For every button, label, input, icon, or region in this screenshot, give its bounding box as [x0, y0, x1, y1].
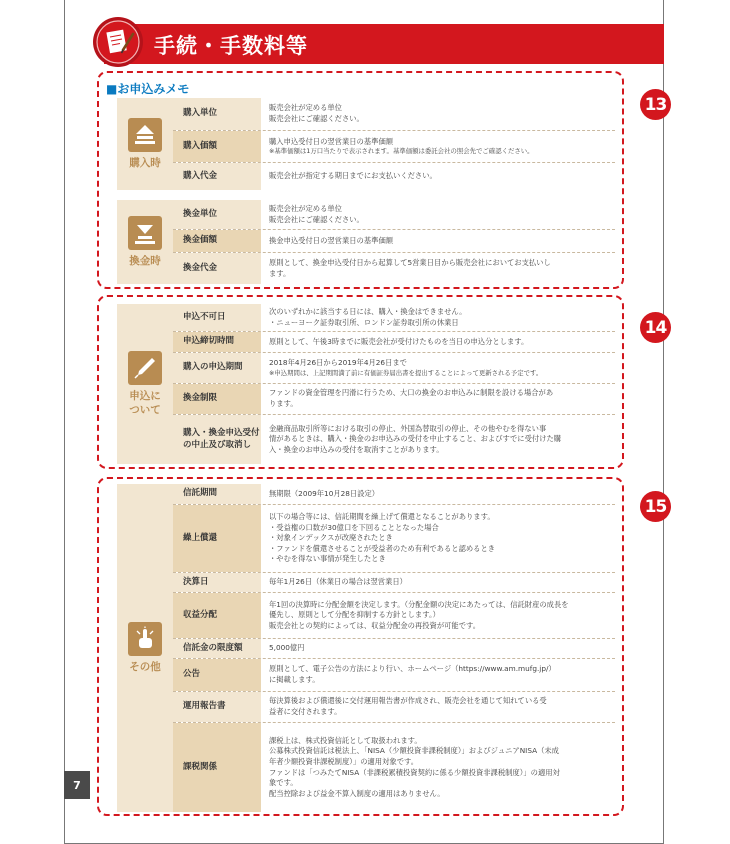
application-table: [117, 304, 615, 464]
value-line: ・対象インデックスが改廃されたとき: [269, 533, 393, 543]
value-line: 以下の場合等には、信託期間を繰上げて償還となることがあります。: [269, 512, 495, 522]
row-label: 購入代金: [173, 163, 261, 190]
value-line: 課税上は、株式投資信託として取扱われます。: [269, 735, 422, 745]
badge-13: 13: [640, 89, 671, 120]
value-line: 販売会社が定める単位: [269, 203, 342, 213]
category-label: 申込に ついて: [129, 390, 161, 416]
value-line: 販売会社が指定する期日までにお支払いください。: [269, 171, 437, 181]
table-row: [173, 484, 615, 505]
pen-icon: [128, 351, 162, 385]
value-line: 購入申込受付日の翌営業日の基準価額: [269, 136, 394, 146]
value-line: 2018年4月26日から2019年4月26日まで: [269, 358, 407, 368]
row-label: 換金代金: [173, 253, 261, 284]
badge-14: 14: [640, 312, 671, 343]
row-value: [261, 505, 615, 572]
value-line: 次のいずれかに該当する日には、購入・換金はできません。: [269, 306, 467, 316]
value-line: 販売会社にご確認ください。: [269, 214, 364, 224]
table-row: [173, 98, 615, 131]
row-value: [261, 253, 615, 284]
row-value: [261, 659, 615, 691]
table-row: [173, 593, 615, 639]
value-line: 毎決算後および償還後に交付運用報告書が作成され、販売会社を通じて知れている受: [269, 696, 547, 706]
value-line: ・ファンドを償還させることが受益者のため有利であると認めるとき: [269, 543, 496, 553]
row-value: [261, 639, 615, 658]
value-line: 優先し、原則として分配を抑制する方針とします。）: [269, 610, 440, 620]
row-label: 信託金の限度額: [173, 639, 261, 658]
table-row: [173, 415, 615, 464]
row-label: 決算日: [173, 573, 261, 592]
value-line: 原則として、午後3時までに販売会社が受付けたものを当日の申込分とします。: [269, 336, 529, 346]
memo-title: ■お申込みメモ: [106, 82, 190, 96]
row-label: 購入・換金申込受付 の中止及び取消し: [173, 415, 261, 464]
value-note: ※基準価額は1万口当たりで表示されます。基準価額は委託会社の照会先でご確認ください。: [269, 147, 534, 156]
value-line: 公募株式投資信託は税法上、「NISA（少額投資非課税制度）」およびジュニアNISA（未成: [269, 746, 559, 756]
value-line: 販売会社にご確認ください。: [269, 114, 364, 123]
category-label: 換金時: [129, 254, 161, 267]
row-label: 繰上償還: [173, 505, 261, 572]
value-line: 換金申込受付日の翌営業日の基準価額: [269, 235, 394, 245]
table-row: [173, 505, 615, 573]
table-row: [173, 723, 615, 812]
row-value: [261, 200, 615, 229]
row-value: [261, 163, 615, 190]
badge-15: 15: [640, 491, 671, 522]
purchase-table: [117, 98, 615, 190]
row-label: 公告: [173, 659, 261, 691]
table-row: [173, 332, 615, 353]
value-line: ファンドは「つみたてNISA（非課税累積投資契約に係る少額投資非課税制度）」の適用対: [269, 767, 560, 777]
seal-emblem-icon: [90, 14, 146, 70]
row-value: [261, 230, 615, 252]
row-label: 換金制限: [173, 384, 261, 414]
value-line: ファンドの資金管理を円滑に行うため、大口の換金のお申込みに制限を設ける場合があ: [269, 388, 554, 398]
value-line: 販売会社が定める単位: [269, 103, 342, 113]
row-label: 信託期間: [173, 484, 261, 504]
row-value: [261, 304, 615, 331]
value-line: 配当控除および益金不算入制度の適用はありません。: [269, 788, 445, 798]
value-line: 年1回の決算時に分配金額を決定します。（分配金額の決定にあたっては、信託財産の成長を: [269, 599, 569, 609]
value-line: 情があるときは、購入・換金のお申込みの受付を中止すること、およびすでに受付けた購: [269, 434, 562, 444]
row-value: [261, 384, 615, 414]
table-row: [173, 659, 615, 692]
row-label: 運用報告書: [173, 692, 261, 722]
row-label: 申込締切時間: [173, 332, 261, 352]
value-line: ・やむを得ない事情が発生したとき: [269, 554, 386, 564]
redemption-rows: [173, 200, 615, 284]
table-row: [173, 200, 615, 230]
row-value: [261, 573, 615, 592]
pointing-hand-icon: [128, 622, 162, 656]
row-value: [261, 332, 615, 352]
other-table: [117, 484, 615, 812]
table-row: [173, 131, 615, 163]
table-row: [173, 163, 615, 190]
application-rows: [173, 304, 615, 464]
redemption-icon: [128, 216, 162, 250]
row-label: 申込不可日: [173, 304, 261, 331]
value-line: 原則として、電子公告の方法により行い、ホームページ（https://www.am.mufg.jp/）: [269, 664, 556, 674]
value-line: 販売会社との契約によっては、収益分配金の再投資が可能です。: [269, 620, 481, 630]
table-row: [173, 253, 615, 284]
row-label: 購入単位: [173, 98, 261, 130]
row-label: 収益分配: [173, 593, 261, 638]
page-number: 7: [64, 771, 90, 799]
row-label: 換金価額: [173, 230, 261, 252]
value-line: ます。: [269, 268, 291, 278]
category-other: [117, 484, 173, 812]
value-line: に掲載します。: [269, 675, 320, 684]
category-redemption: [117, 200, 173, 284]
value-note: ※申込期間は、上記期間満了前に有価証券届出書を提出することによって更新される予定です。: [269, 368, 543, 377]
category-label: その他: [129, 660, 161, 673]
value-line: 5,000億円: [269, 643, 305, 653]
value-line: ・受益権の口数が30億口を下回ることとなった場合: [269, 522, 439, 532]
page-title: 手続・手数料等: [154, 34, 308, 58]
row-label: 購入価額: [173, 131, 261, 162]
row-value: [261, 353, 615, 383]
value-line: 原則として、換金申込受付日から起算して5営業日目から販売会社においてお支払いし: [269, 257, 551, 267]
value-line: 象です。: [269, 778, 298, 788]
purchase-rows: [173, 98, 615, 190]
row-value: [261, 723, 615, 812]
table-row: [173, 384, 615, 415]
table-row: [173, 230, 615, 253]
value-line: 年者少額投資非課税制度）」の適用対象です。: [269, 756, 418, 766]
row-label: 課税関係: [173, 723, 261, 812]
table-row: [173, 353, 615, 384]
redemption-table: [117, 200, 615, 284]
category-label: 購入時: [129, 156, 161, 169]
value-line: 金融商品取引所等における取引の停止、外国為替取引の停止、その他やむを得ない事: [269, 423, 547, 433]
table-row: [173, 692, 615, 723]
other-rows: [173, 484, 615, 812]
value-line: 無期限（2009年10月28日設定）: [269, 488, 380, 498]
value-line: ・ニューヨーク証券取引所、ロンドン証券取引所の休業日: [269, 317, 459, 327]
value-line: 毎年1月26日（休業日の場合は翌営業日）: [269, 577, 407, 587]
row-value: [261, 593, 615, 638]
row-label: 換金単位: [173, 200, 261, 229]
value-line: 益者に交付されます。: [269, 707, 342, 716]
row-value: [261, 98, 615, 130]
row-value: [261, 131, 615, 162]
purchase-icon: [128, 118, 162, 152]
table-row: [173, 639, 615, 659]
row-value: [261, 692, 615, 722]
row-value: [261, 484, 615, 504]
value-line: 入・換金のお申込みの受付を取消すことがあります。: [269, 444, 444, 454]
value-line: ります。: [269, 399, 298, 408]
table-row: [173, 304, 615, 332]
category-purchase: [117, 98, 173, 190]
row-value: [261, 415, 615, 464]
category-application: [117, 304, 173, 464]
table-row: [173, 573, 615, 593]
row-label: 購入の申込期間: [173, 353, 261, 383]
